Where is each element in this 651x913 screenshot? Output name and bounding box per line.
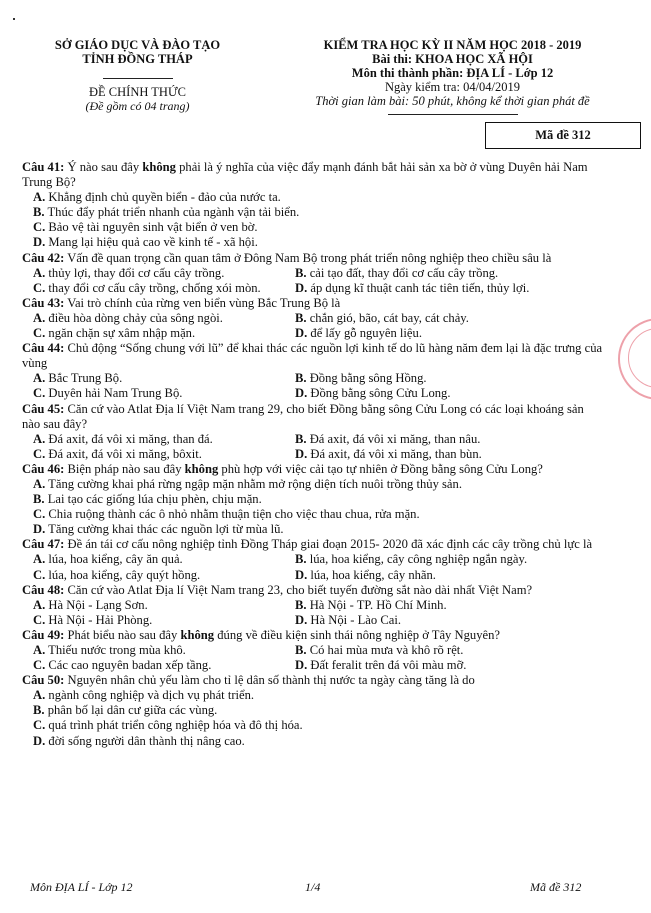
option-text: thay đổi cơ cấu cây trồng, chống xói mòn.	[45, 280, 261, 295]
question-text: Căn cứ vào Atlat Địa lí Việt Nam trang 23, cho biết tuyến đường sắt nào dài nhất Việt Nam?	[64, 582, 533, 597]
answer-option	[22, 718, 604, 733]
option-letter: C.	[33, 326, 46, 341]
option-letter: C.	[33, 386, 46, 401]
question-item	[22, 251, 604, 296]
option-letter: C.	[33, 446, 46, 461]
option-text: Các cao nguyên badan xếp tầng.	[45, 658, 212, 673]
answer-option	[22, 477, 604, 492]
answer-option	[22, 522, 604, 537]
option-letter: B.	[33, 492, 45, 507]
option-letter: B.	[295, 431, 307, 446]
answer-option	[295, 552, 595, 567]
answer-option	[295, 371, 595, 386]
option-text: ngăn chặn sự xâm nhập mặn.	[45, 326, 196, 341]
exam-duration: Thời gian làm bài: 50 phút, không kể thời gian phát đề	[315, 94, 590, 108]
option-text: Đất feralit trên đá vôi màu mỡ.	[307, 658, 467, 673]
answer-option	[295, 432, 595, 447]
option-letter: B.	[295, 597, 307, 612]
question-list	[22, 160, 604, 749]
exam-title: KIỂM TRA HỌC KỲ II NĂM HỌC 2018 - 2019	[323, 38, 582, 52]
question-text: Vai trò chính của rừng ven biển vùng Bắc Trung Bộ là	[64, 295, 341, 310]
answer-option	[22, 492, 604, 507]
question-item	[22, 673, 604, 748]
question-item	[22, 160, 604, 251]
option-text: Duyên hải Nam Trung Bộ.	[45, 386, 183, 401]
option-letter: B.	[33, 703, 45, 718]
question-number: Câu 50:	[22, 673, 65, 688]
option-letter: C.	[33, 612, 46, 627]
exam-date: Ngày kiểm tra: 04/04/2019	[384, 80, 521, 94]
option-text: Tăng cường khai thác các nguồn lợi từ mùa lũ.	[45, 522, 284, 537]
question-text: Căn cứ vào Atlat Địa lí Việt Nam trang 29, cho biết Đồng bằng sông Cửu Long có các loại khoáng sản nào sau đây?	[22, 401, 584, 431]
header-left	[30, 38, 245, 113]
question-text: Ý nào sau đây	[64, 160, 143, 174]
option-row	[22, 311, 604, 326]
option-letter: C.	[33, 507, 46, 522]
answer-option	[295, 281, 595, 296]
question-stem	[22, 402, 604, 432]
option-text: lúa, hoa kiểng, cây quýt hồng.	[45, 567, 201, 582]
option-text: Mang lại hiệu quả cao về kinh tế - xã hội.	[45, 235, 258, 250]
header-right	[260, 38, 645, 115]
option-text: Hà Nội - TP. Hồ Chí Minh.	[306, 597, 447, 612]
option-row	[22, 643, 604, 658]
option-row	[22, 447, 604, 462]
option-letter: A.	[33, 476, 46, 491]
question-text: Chủ động “Sống chung với lũ” để khai thác các nguồn lợi kinh tế do lũ hàng năm đem lại là đặc trưng của vùng	[22, 341, 603, 371]
emphasis-text: không	[142, 160, 176, 174]
option-letter: D.	[295, 658, 308, 673]
question-number: Câu 42:	[22, 250, 65, 265]
option-letter: A.	[33, 431, 46, 446]
option-letter: D.	[33, 733, 46, 748]
option-text: đời sống người dân thành thị nâng cao.	[45, 733, 245, 748]
answer-option	[295, 386, 595, 401]
option-letter: C.	[33, 567, 46, 582]
option-text: Có hai mùa mưa và khô rõ rệt.	[306, 643, 464, 657]
option-letter: A.	[33, 688, 46, 703]
question-stem	[22, 673, 604, 688]
question-text: Phát biểu nào sau đây	[64, 627, 181, 642]
question-text: phù hợp với việc cải tạo tự nhiên ở Đồng bằng sông Cửu Long?	[218, 461, 543, 476]
answer-option	[22, 205, 604, 220]
option-text: Thúc đẩy phát triển nhanh của ngành vận tải biển.	[44, 205, 300, 220]
answer-option	[22, 371, 295, 386]
answer-option	[295, 326, 595, 341]
option-text: Đá axit, đá vôi xi măng, than đá.	[45, 431, 213, 446]
answer-option	[295, 613, 595, 628]
question-item	[22, 462, 604, 537]
exam-subject: Môn thi thành phần: ĐỊA LÍ - Lớp 12	[351, 66, 554, 80]
question-number: Câu 46:	[22, 461, 65, 476]
answer-option	[295, 311, 595, 326]
question-number: Câu 45:	[22, 401, 65, 416]
option-text: thủy lợi, thay đổi cơ cấu cây trồng.	[45, 265, 225, 280]
question-text: Biện pháp nào sau đây	[64, 461, 185, 476]
answer-option	[22, 507, 604, 522]
question-stem	[22, 341, 604, 371]
option-letter: A.	[33, 643, 46, 657]
answer-option	[22, 235, 604, 250]
option-row	[22, 568, 604, 583]
option-text: quá trình phát triển công nghiệp hóa và đô thị hóa.	[45, 718, 303, 733]
option-letter: A.	[33, 552, 46, 567]
option-letter: B.	[295, 310, 307, 325]
footer-exam-code: Mã đề 312	[530, 880, 582, 894]
question-text: Vấn đề quan trọng cần quan tâm ở Đông Nam Bộ trong phát triển nông nghiệp theo chiều sâu là	[64, 250, 552, 265]
question-number: Câu 44:	[22, 341, 65, 356]
option-row	[22, 371, 604, 386]
question-stem	[22, 296, 604, 311]
option-text: áp dụng kĩ thuật canh tác tiên tiến, thủy lợi.	[307, 280, 530, 295]
answer-option	[295, 658, 595, 673]
option-text: lúa, hoa kiểng, cây công nghiệp ngắn ngày.	[306, 552, 528, 567]
option-letter: C.	[33, 718, 46, 733]
pages-note: (Đề gồm có 04 trang)	[85, 99, 190, 113]
answer-option	[22, 734, 604, 749]
answer-option	[295, 447, 595, 462]
question-stem	[22, 462, 604, 477]
question-text: Đề án tái cơ cấu nông nghiệp tỉnh Đồng Tháp giai đoạn 2015- 2020 đã xác định các cây trồng chủ lực là	[64, 537, 593, 552]
answer-option	[22, 568, 295, 583]
question-number: Câu 48:	[22, 582, 65, 597]
option-text: Chia ruộng thành các ô nhỏ nhằm thuận tiện cho việc thau chua, rửa mặn.	[45, 507, 420, 522]
option-letter: B.	[295, 643, 307, 657]
question-text: Nguyên nhân chủ yếu làm cho tỉ lệ dân số thành thị nước ta ngày càng tăng là do	[64, 673, 475, 688]
option-letter: C.	[33, 280, 46, 295]
answer-option	[22, 386, 295, 401]
option-letter: B.	[295, 265, 307, 280]
option-row	[22, 326, 604, 341]
answer-option	[22, 220, 604, 235]
question-item	[22, 341, 604, 401]
option-text: Hà Nội - Lào Cai.	[307, 612, 401, 627]
emphasis-text: không	[180, 627, 215, 642]
option-letter: C.	[33, 220, 46, 235]
option-letter: B.	[33, 205, 45, 220]
option-text: Đồng bằng sông Cửu Long.	[307, 386, 451, 401]
option-text: Đồng bằng sông Hồng.	[306, 371, 427, 386]
question-number: Câu 47:	[22, 537, 65, 552]
answer-option	[22, 552, 295, 567]
option-text: ngành công nghiệp và dịch vụ phát triển.	[45, 688, 255, 703]
question-number: Câu 49:	[22, 627, 65, 642]
option-text: Thiếu nước trong mùa khô.	[45, 643, 186, 657]
option-letter: A.	[33, 190, 46, 205]
footer-page-number: 1/4	[305, 880, 321, 894]
option-row	[22, 658, 604, 673]
option-text: Tăng cường khai phá rừng ngập mặn nhằm mở rộng diện tích nuôi trồng thủy sản.	[45, 476, 462, 491]
option-text: Bắc Trung Bộ.	[45, 371, 123, 386]
option-text: Bảo vệ tài nguyên sinh vật biển ở ven bờ.	[45, 220, 258, 235]
answer-option	[22, 643, 295, 658]
question-stem	[22, 583, 604, 598]
option-letter: A.	[33, 371, 46, 386]
answer-option	[22, 658, 295, 673]
option-letter: D.	[33, 235, 46, 250]
header-right-rule	[388, 114, 518, 115]
option-text: phân bố lại dân cư giữa các vùng.	[44, 703, 218, 718]
emphasis-text: không	[184, 461, 219, 476]
answer-option	[22, 598, 295, 613]
option-letter: A.	[33, 597, 46, 612]
option-row	[22, 386, 604, 401]
answer-option	[22, 311, 295, 326]
option-text: lúa, hoa kiểng, cây ăn quả.	[45, 552, 183, 567]
question-text: phải là ý nghĩa của việc đẩy mạnh đánh bắt hải sản xa bờ ở vùng Duyên hải Nam Trung Bộ?	[22, 160, 588, 190]
answer-option	[22, 326, 295, 341]
option-text: Đá axit, đá vôi xi măng, than bùn.	[307, 446, 482, 461]
option-text: chắn gió, bão, cát bay, cát chảy.	[306, 310, 469, 325]
question-item	[22, 628, 604, 673]
option-text: Khẳng định chủ quyền biển - đảo của nước ta.	[45, 190, 281, 205]
answer-option	[22, 703, 604, 718]
option-letter: D.	[33, 522, 46, 537]
header-left-rule	[103, 78, 173, 79]
question-stem	[22, 628, 604, 643]
province-name: TỈNH ĐỒNG THÁP	[82, 52, 193, 66]
question-item	[22, 583, 604, 628]
option-text: Hà Nội - Hải Phòng.	[45, 612, 153, 627]
question-stem	[22, 251, 604, 266]
option-letter: A.	[33, 265, 46, 280]
answer-option	[22, 190, 604, 205]
option-letter: D.	[295, 567, 308, 582]
option-row	[22, 281, 604, 296]
question-item	[22, 537, 604, 582]
answer-option	[295, 598, 595, 613]
exam-code-box: Mã đề 312	[485, 122, 641, 149]
option-text: để lấy gỗ nguyên liệu.	[307, 326, 422, 341]
option-text: Hà Nội - Lạng Sơn.	[45, 597, 148, 612]
option-letter: B.	[295, 552, 307, 567]
answer-option	[22, 266, 295, 281]
option-text: điều hòa dòng chảy của sông ngòi.	[45, 310, 223, 325]
answer-option	[22, 613, 295, 628]
option-row	[22, 613, 604, 628]
option-letter: C.	[33, 658, 46, 673]
exam-section: Bài thi: KHOA HỌC XÃ HỘI	[372, 52, 533, 66]
option-row	[22, 598, 604, 613]
option-text: Đá axit, đá vôi xi măng, than nâu.	[306, 431, 481, 446]
answer-option	[295, 568, 595, 583]
official-seal-stamp	[618, 318, 651, 400]
question-item	[22, 296, 604, 341]
question-number: Câu 43:	[22, 295, 65, 310]
answer-option	[295, 643, 595, 658]
question-item	[22, 402, 604, 462]
question-text: đúng về điều kiện sinh thái nông nghiệp ở Tây Nguyên?	[214, 627, 500, 642]
question-number: Câu 41:	[22, 160, 65, 174]
answer-option	[22, 281, 295, 296]
option-letter: D.	[295, 386, 308, 401]
option-row	[22, 432, 604, 447]
answer-option	[295, 266, 595, 281]
department-name: SỞ GIÁO DỤC VÀ ĐÀO TẠO	[54, 38, 221, 52]
option-letter: D.	[295, 612, 308, 627]
option-letter: A.	[33, 310, 46, 325]
scan-speck	[13, 18, 15, 20]
option-text: Lai tạo các giống lúa chịu phèn, chịu mặn.	[44, 492, 262, 507]
question-stem	[22, 160, 604, 190]
option-letter: D.	[295, 446, 308, 461]
option-letter: B.	[295, 371, 307, 386]
footer-subject: Môn ĐỊA LÍ - Lớp 12	[30, 880, 133, 894]
option-row	[22, 266, 604, 281]
option-text: lúa, hoa kiểng, cây nhãn.	[307, 567, 436, 582]
option-letter: D.	[295, 280, 308, 295]
official-label: ĐỀ CHÍNH THỨC	[89, 85, 186, 99]
answer-option	[22, 688, 604, 703]
option-row	[22, 552, 604, 567]
question-stem	[22, 537, 604, 552]
answer-option	[22, 432, 295, 447]
answer-option	[22, 447, 295, 462]
option-letter: D.	[295, 326, 308, 341]
option-text: cải tạo đất, thay đổi cơ cấu cây trồng.	[306, 265, 499, 280]
option-text: Đá axit, đá vôi xi măng, bôxit.	[45, 446, 202, 461]
